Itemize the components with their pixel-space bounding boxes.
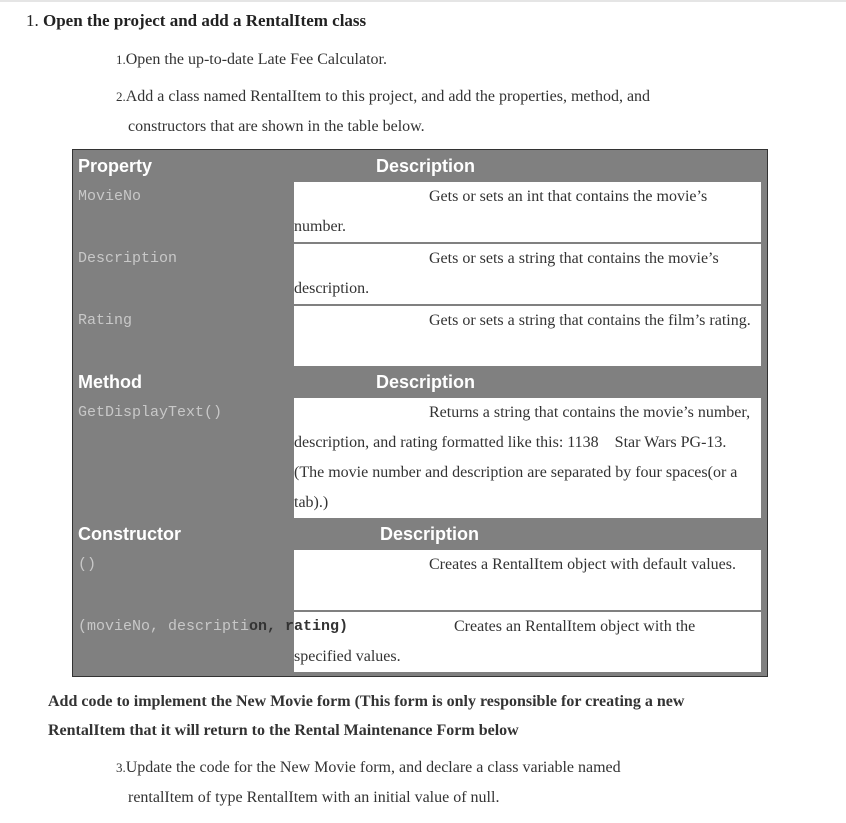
table-row [73,306,761,366]
section-title [26,11,366,31]
description-header: Description [376,372,476,392]
method-desc: Returns a string that contains the movie’s number, description, and rating formatted like this: 1138 Star Wars PG-13. (The movie number and description are separated by four spaces(or a tab).) [294,398,761,518]
table-row [73,612,761,672]
section-title-text: Open the project and add a RentalItem class [43,11,367,30]
step-text: Add a class named RentalItem to this project, and add the properties, method, and [125,88,651,105]
note-line: Add code to implement the New Movie form (This form is only responsible for creating a new [48,693,685,710]
step-text: Open the up-to-date Late Fee Calculator. [125,51,387,68]
step-number: 3. [116,760,126,775]
class-members-table [72,149,768,677]
step-number: 2. [116,89,126,104]
constructor-name-part: (movieNo, descripti [78,618,250,635]
note-line: RentalItem that it will return to the Rental Maintenance Form below [48,722,519,739]
table-row [73,550,761,610]
constructor-name-part: on, rating) [249,618,349,635]
method-header: Method [78,372,142,392]
property-name: Description [78,250,178,267]
property-name: Rating [78,312,133,329]
property-desc: Gets or sets a string that contains the movie’s description. [294,244,761,304]
constructor-name: () [78,556,97,573]
property-name: MovieNo [78,188,142,205]
step-text-cont: constructors that are shown in the table below. [128,118,425,135]
step-1 [116,45,387,75]
constructor-desc: Creates an RentalItem object with the specified values. [294,612,761,672]
step-number: 1. [116,52,126,67]
property-desc: Gets or sets a string that contains the film’s rating. [294,306,761,366]
step-2 [116,82,650,142]
method-name: GetDisplayText() [78,404,223,421]
bold-note [48,687,684,745]
table-row [73,244,761,304]
step-text-cont: rentalItem of type RentalItem with an initial value of null. [128,789,500,806]
constructor-desc: Creates a RentalItem object with default values. [294,550,761,610]
step-3 [116,753,621,813]
constructor-name [73,612,349,672]
step-text: Update the code for the New Movie form, and declare a class variable named [125,759,621,776]
property-header: Property [78,156,153,176]
constructor-header: Constructor [78,524,181,544]
section-number: 1. [26,11,39,30]
property-desc: Gets or sets an int that contains the movie’s number. [294,182,761,242]
description-header: Description [380,524,480,544]
table-row [73,182,761,242]
top-divider [0,0,846,2]
table-row [73,398,761,518]
description-header: Description [376,156,476,176]
